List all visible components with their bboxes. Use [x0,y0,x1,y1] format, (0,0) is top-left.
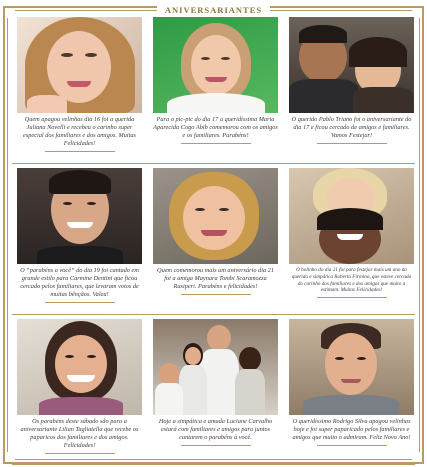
caption-rule [45,453,115,454]
family-photo [153,319,278,415]
caption-rule [181,445,251,446]
birthday-grid [12,14,415,466]
portrait-photo [153,168,278,264]
grid-row [12,316,415,466]
card-caption: O bolinho do dia 21 foi para festejar mais um ano da querida e simpática Roberta Firmino, que esteve cercada do carinho dos familiares e dos amigos que muito a estimam. Muitas Felicidades! [291,267,412,294]
birthday-card [153,319,278,446]
birthday-card [153,17,278,144]
card-caption: O querido Pablo Triano foi o aniversariante do dia 17 e ficou cercado de amigos e familiares. Vamos Festejar! [291,116,412,139]
card-caption: O “parabéns a você” do dia 19 foi cantado em grande estilo para Carmine Dentini que ficou cercado pelos familiares, que levaram votos de muitas bênçãos. Valeu! [20,267,139,298]
card-caption: Quem apagou velinhas dia 16 foi a querida Juliana Novelli e recebeu o carinho super especial dos familiares e dos amigos. Muitas Felicidades! [23,116,136,147]
header [0,0,427,14]
caption-rule [181,294,251,295]
caption-rule [317,297,387,298]
couple-photo [289,168,414,264]
couple-photo [289,17,414,113]
birthday-card [289,17,414,144]
birthday-card [17,168,142,303]
birthday-card [153,168,278,295]
portrait-photo [17,17,142,113]
portrait-photo [289,319,414,415]
page-title: ANIVERSARIANTES [157,3,270,17]
caption-rule [45,302,115,303]
birthday-card [17,17,142,152]
caption-rule [45,151,115,152]
card-caption: Os parabéns deste sábado são para a aniversariante Lilian Tagliatella que recebe os paparicos dos familiares e dos amigos. Felicidades! [20,418,139,449]
portrait-photo [17,168,142,264]
card-caption: O queridíssimo Rodrigo Silva apagou velinhas hoje e foi super paparicado pelos familiares e amigos que muito o admiram. Feliz Novo Ano! [292,418,411,441]
card-caption: Para o pic-pic do dia 17 a queridíssima Maria Aparecida Cogo Abib comemorou com os amigos e os familiares. Parabéns! [153,116,278,139]
grid-row [12,165,415,316]
caption-rule [181,143,251,144]
portrait-photo [153,17,278,113]
birthday-card [17,319,142,454]
birthday-card [289,319,414,446]
caption-rule [317,445,387,446]
caption-rule [317,143,387,144]
card-caption: Quem comemorou mais um aniversário dia 21 foi a amiga Maynara Tombi Scaramozza Rasiperi. Parabéns e felicidades! [157,267,274,290]
grid-row [12,14,415,165]
portrait-photo [17,319,142,415]
birthday-card [289,168,414,298]
card-caption: Hoje a simpática e amada Luciane Carvalho estará com familiares e amigos para juntos cantarem o parabéns à você. [158,418,273,441]
